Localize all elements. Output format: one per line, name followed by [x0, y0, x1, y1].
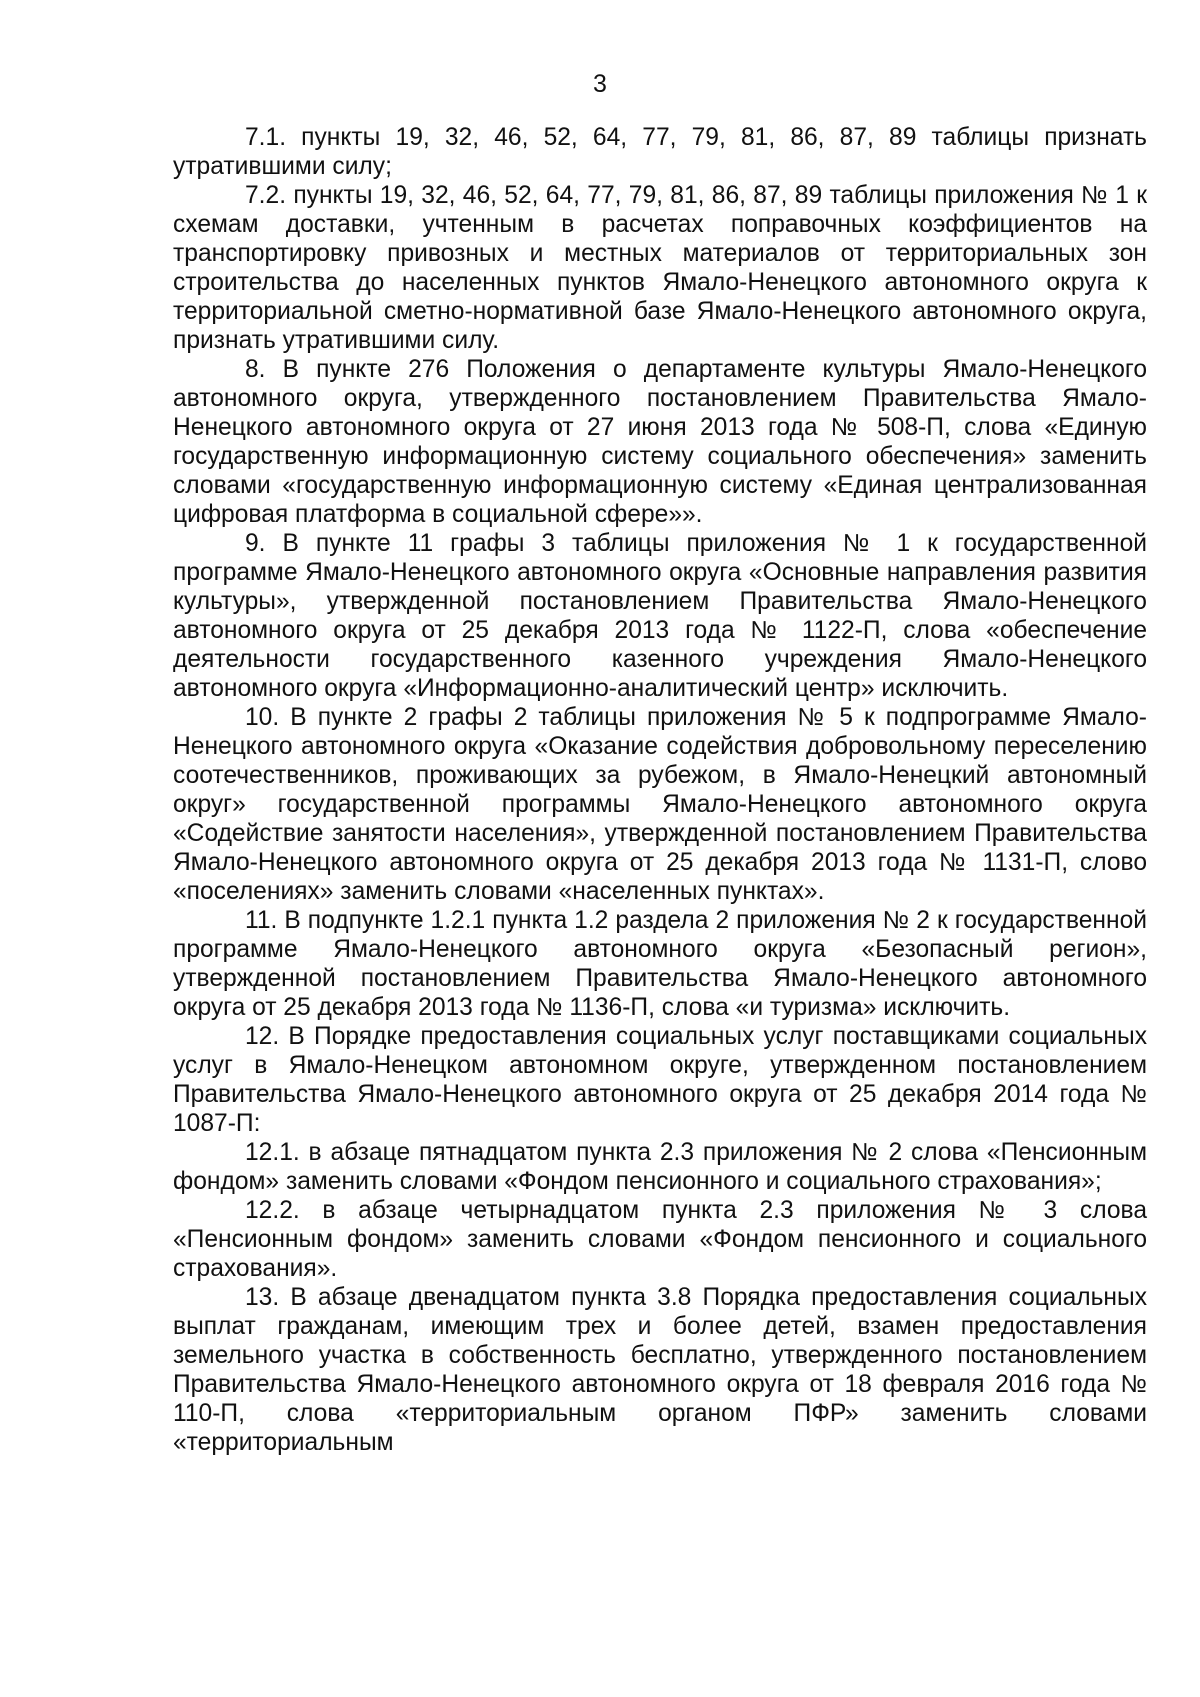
paragraph-9: 9. В пункте 11 графы 3 таблицы приложения № 1 к государственной программе Ямало-Ненецкого автономного округа «Основные направления развития культуры», утвержденной постановлением Правительства Ямало-Ненецкого автономного округа от 25 декабря 2013 года № 1122-П, слова «обеспечение деятельности государственного казенного учреждения Ямало-Ненецкого автономного округа «Информационно-аналитический центр» исключить. [173, 530, 1147, 702]
paragraph-12: 12. В Порядке предоставления социальных услуг поставщиками социальных услуг в Ямало-Ненецком автономном округе, утвержденном постановлением Правительства Ямало-Ненецкого автономного округа от 25 декабря 2014 года № 1087-П: [173, 1023, 1147, 1137]
page-number: 3 [593, 70, 607, 98]
paragraph-13: 13. В абзаце двенадцатом пункта 3.8 Порядка предоставления социальных выплат гражданам, имеющим трех и более детей, взамен предоставления земельного участка в собственность бесплатно, утвержденного постановлением Правительства Ямало-Ненецкого автономного округа от 18 февраля 2016 года № 110-П, слова «территориальным органом ПФР» заменить словами «территориальным [173, 1284, 1147, 1456]
paragraph-10: 10. В пункте 2 графы 2 таблицы приложения № 5 к подпрограмме Ямало-Ненецкого автономного округа «Оказание содействия добровольному переселению соотечественников, проживающих за рубежом, в Ямало-Ненецкий автономный округ» государственной программы Ямало-Ненецкого автономного округа «Содействие занятости населения», утвержденной постановлением Правительства Ямало-Ненецкого автономного округа от 25 декабря 2013 года № 1131-П, слово «поселениях» заменить словами «населенных пунктах». [173, 704, 1147, 905]
paragraph-11: 11. В подпункте 1.2.1 пункта 1.2 раздела 2 приложения № 2 к государственной программе Ямало-Ненецкого автономного округа «Безопасный регион», утвержденной постановлением Правительства Ямало-Ненецкого автономного округа от 25 декабря 2013 года № 1136-П, слова «и туризма» исключить. [173, 907, 1147, 1021]
paragraph-7-2: 7.2. пункты 19, 32, 46, 52, 64, 77, 79, 81, 86, 87, 89 таблицы приложения № 1 к схемам доставки, учтенным в расчетах поправочных коэффициентов на транспортировку привозных и местных материалов от территориальных зон строительства до населенных пунктов Ямало-Ненецкого автономного округа к территориальной сметно-нормативной базе Ямало-Ненецкого автономного округа, признать утратившими силу. [173, 182, 1147, 354]
paragraph-8: 8. В пункте 276 Положения о департаменте культуры Ямало-Ненецкого автономного округа, утвержденного постановлением Правительства Ямало-Ненецкого автономного округа от 27 июня 2013 года № 508-П, слова «Единую государственную информационную систему социального обеспечения» заменить словами «государственную информационную систему «Единая централизованная цифровая платформа в социальной сфере»». [173, 356, 1147, 528]
paragraph-7-1: 7.1. пункты 19, 32, 46, 52, 64, 77, 79, 81, 86, 87, 89 таблицы признать утратившими силу; [173, 124, 1147, 180]
document-body [173, 123, 1147, 1457]
paragraph-12-2: 12.2. в абзаце четырнадцатом пункта 2.3 приложения № 3 слова «Пенсионным фондом» заменить словами «Фондом пенсионного и социального страхования». [173, 1197, 1147, 1282]
paragraph-12-1: 12.1. в абзаце пятнадцатом пункта 2.3 приложения № 2 слова «Пенсионным фондом» заменить словами «Фондом пенсионного и социального страхования»; [173, 1139, 1147, 1195]
